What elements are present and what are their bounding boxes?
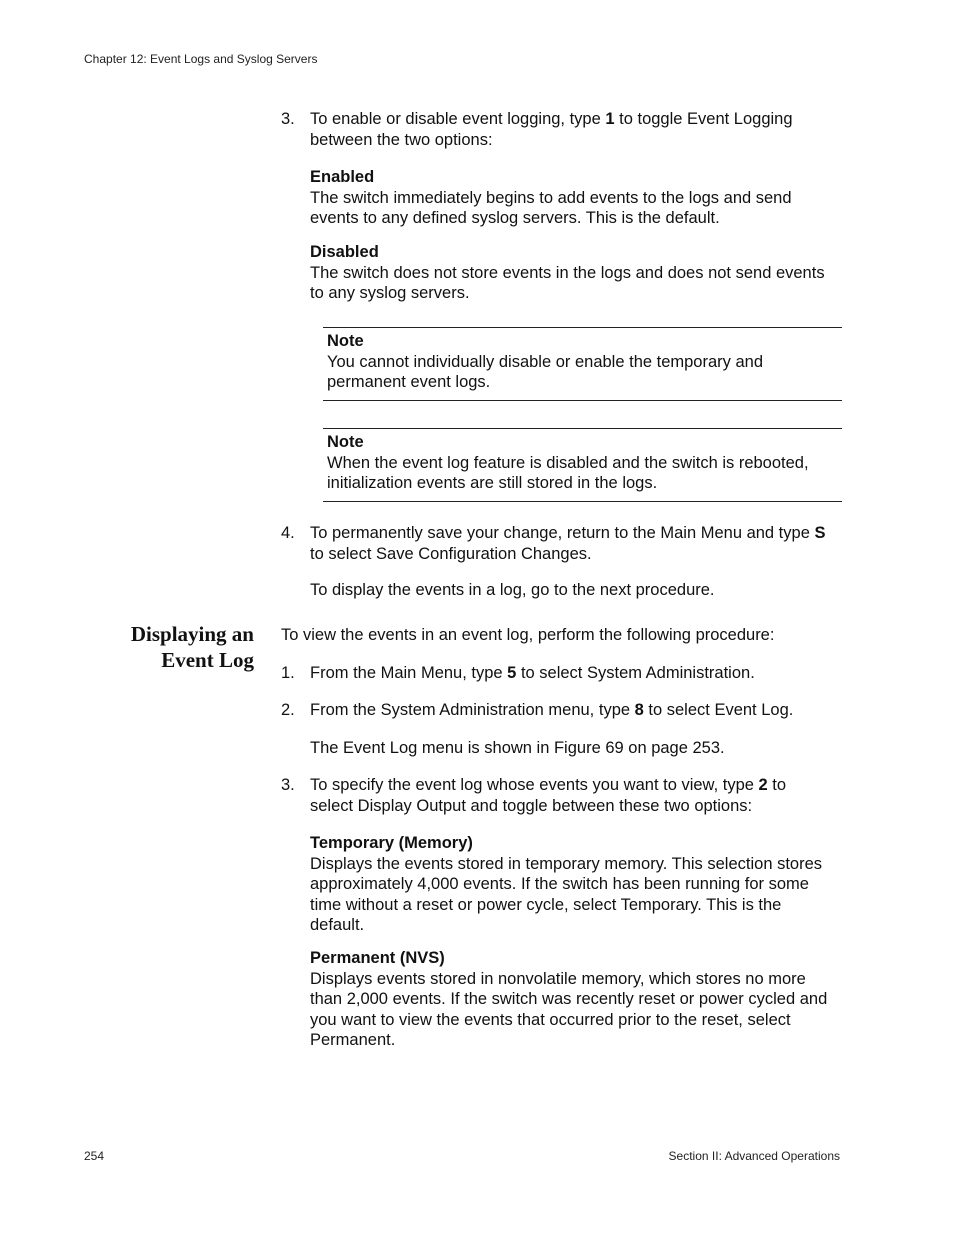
step-line-1 xyxy=(310,109,850,130)
step-text-post: to toggle Event Logging xyxy=(614,110,793,128)
step-text xyxy=(310,775,850,816)
option-desc-line: Displays the events stored in temporary memory. This selection stores xyxy=(310,854,823,873)
step-text-pre: From the Main Menu, type xyxy=(310,664,508,682)
step-text xyxy=(310,109,850,150)
step-text-post: to select System Administration. xyxy=(516,664,755,682)
section-intro: To view the events in an event log, perform the following procedure: xyxy=(281,626,775,644)
step-key: 8 xyxy=(634,701,644,719)
note-title: Note xyxy=(327,433,364,451)
note-bottom-rule xyxy=(323,400,842,401)
option-enabled xyxy=(310,167,850,229)
section-footer: Section II: Advanced Operations xyxy=(668,1149,840,1163)
note-top-rule xyxy=(323,327,842,328)
option-desc-line: approximately 4,000 events. If the switch has been running for some xyxy=(310,875,809,893)
option-temporary xyxy=(310,833,850,936)
step-text-pre: To enable or disable event logging, type xyxy=(310,110,606,128)
option-desc-line: to any syslog servers. xyxy=(310,284,470,302)
step-text-pre: From the System Administration menu, type xyxy=(310,701,635,719)
step-line-1 xyxy=(310,523,850,544)
option-title: Temporary (Memory) xyxy=(310,834,473,852)
step-text-post: to select Event Log. xyxy=(643,701,794,719)
note-bottom-rule xyxy=(323,501,842,502)
note-box xyxy=(327,432,842,494)
step-line-2: select Display Output and toggle between these two options: xyxy=(310,796,753,815)
step-key: S xyxy=(814,524,826,542)
step-key: 2 xyxy=(758,776,768,794)
note-line: When the event log feature is disabled and the switch is rebooted, xyxy=(327,453,809,472)
option-disabled xyxy=(310,242,850,304)
note-top-rule xyxy=(323,428,842,429)
step-text xyxy=(310,523,850,564)
step-text xyxy=(310,700,850,721)
step-number: 1. xyxy=(281,664,295,682)
option-title: Enabled xyxy=(310,168,375,186)
option-desc-line: events to any defined syslog servers. This is the default. xyxy=(310,209,720,227)
option-desc-line: time without a reset or power cycle, select Temporary. This is the xyxy=(310,895,782,914)
step-text-pre: To permanently save your change, return to the Main Menu and type xyxy=(310,524,815,542)
section-heading-line-2: Event Log xyxy=(161,648,254,672)
option-permanent xyxy=(310,948,850,1051)
note-title: Note xyxy=(327,332,364,350)
note-box xyxy=(327,331,842,393)
step-line-1 xyxy=(310,775,850,796)
option-desc-line: The switch immediately begins to add events to the logs and send xyxy=(310,188,792,207)
option-title: Disabled xyxy=(310,243,379,261)
step-key: 5 xyxy=(507,664,517,682)
step-text xyxy=(310,663,850,684)
step-followup: The Event Log menu is shown in Figure 69 on page 253. xyxy=(310,739,725,757)
step-number: 3. xyxy=(281,776,295,794)
page-number: 254 xyxy=(84,1149,105,1163)
note-line: You cannot individually disable or enable the temporary and xyxy=(327,352,764,371)
option-title: Permanent (NVS) xyxy=(310,949,445,967)
note-line: initialization events are still stored in the logs. xyxy=(327,474,658,492)
option-desc-line: Permanent. xyxy=(310,1031,396,1049)
option-desc-line: default. xyxy=(310,916,365,934)
step-followup: To display the events in a log, go to the next procedure. xyxy=(310,581,715,599)
section-heading-line-1: Displaying an xyxy=(130,622,254,646)
step-number: 2. xyxy=(281,701,295,719)
note-line: permanent event logs. xyxy=(327,373,491,391)
option-desc-line: than 2,000 events. If the switch was recently reset or power cycled and xyxy=(310,990,828,1008)
step-key: 1 xyxy=(605,110,615,128)
option-desc-line: you want to view the events that occurred prior to the reset, select xyxy=(310,1010,791,1029)
step-text-pre: To specify the event log whose events you want to view, type xyxy=(310,776,759,794)
running-header: Chapter 12: Event Logs and Syslog Servers xyxy=(84,52,318,66)
step-line-2: between the two options: xyxy=(310,130,493,149)
step-line-2: to select Save Configuration Changes. xyxy=(310,544,592,563)
step-text-post: to xyxy=(767,776,787,794)
option-desc-line: Displays events stored in nonvolatile memory, which stores no more xyxy=(310,969,806,988)
option-desc-line: The switch does not store events in the logs and does not send events xyxy=(310,263,825,282)
section-heading xyxy=(54,621,254,673)
step-number: 4. xyxy=(281,524,295,542)
step-number: 3. xyxy=(281,110,295,128)
